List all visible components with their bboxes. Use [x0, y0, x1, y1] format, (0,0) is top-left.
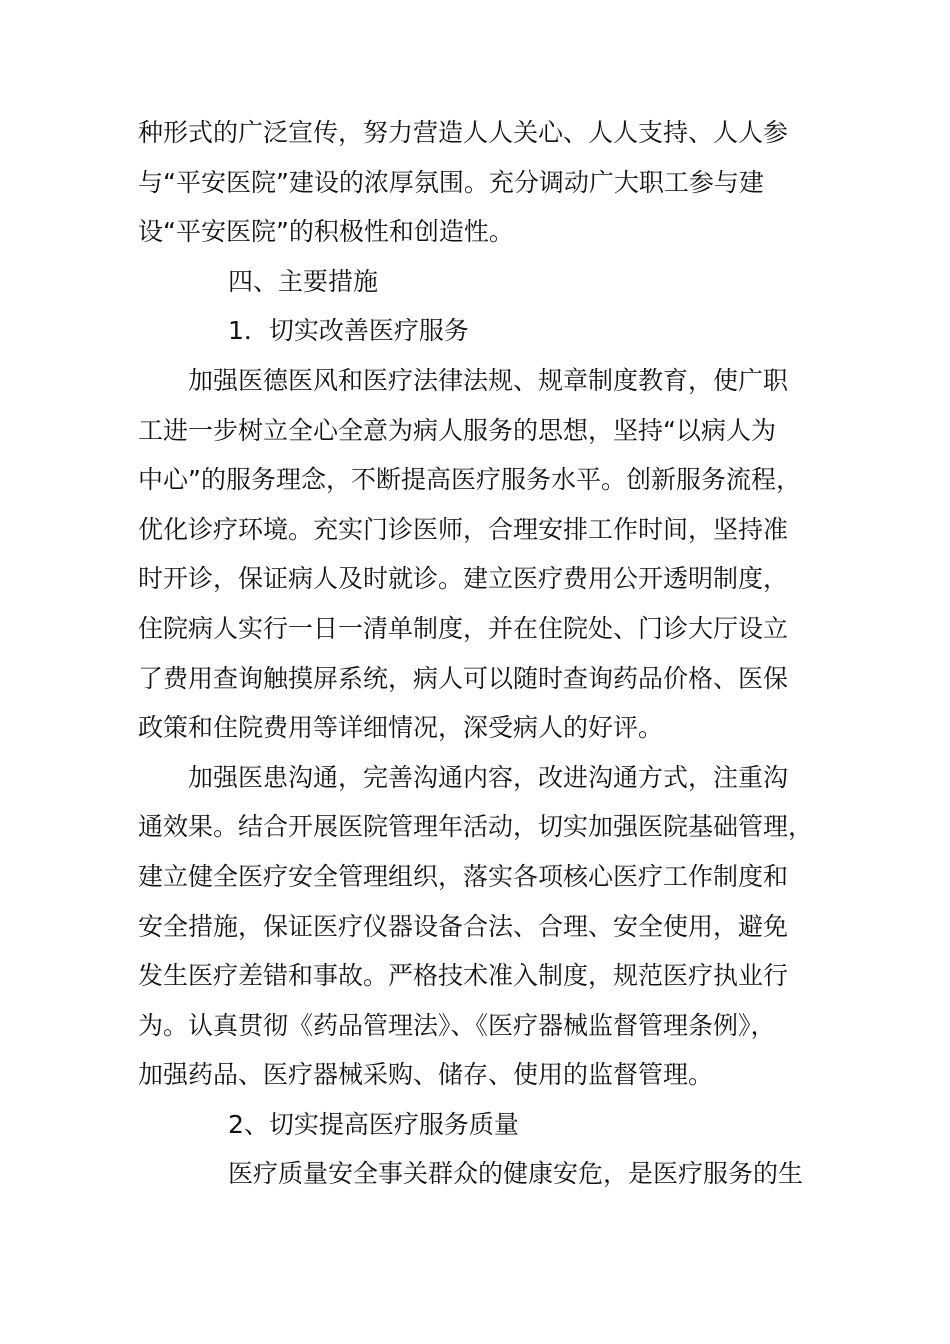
text-line: 政策和住院费用等详细情况，深受病人的好评。	[138, 713, 664, 743]
text-line: 住院病人实行一日一清单制度，并在住院处、门诊大厅设立	[138, 613, 789, 643]
text-line: 安全措施，保证医疗仪器设备合法、合理、安全使用，避免	[138, 911, 789, 941]
text-line: 优化诊疗环境。充实门诊医师，合理安排工作时间，坚持准	[138, 514, 789, 544]
text-line: 工进一步树立全心全意为病人服务的思想，坚持“以病人为	[138, 415, 776, 445]
text-line: 与“平安医院”建设的浓厚氛围。充分调动广大职工参与建	[138, 167, 764, 197]
paragraph-first-line: 加强医患沟通，完善沟通内容，改进沟通方式，注重沟	[188, 762, 789, 792]
text-line: 发生医疗差错和事故。严格技术准入制度，规范医疗执业行	[138, 961, 789, 991]
paragraph-first-line: 加强医德医风和医疗法律法规、规章制度教育，使广职	[188, 365, 789, 395]
text-line: 为。认真贯彻《药品管理法》、《医疗器械监督管理条例》，	[138, 1010, 776, 1040]
text-line: 建立健全医疗安全管理组织，落实各项核心医疗工作制度和	[138, 861, 789, 891]
text-line: 通效果。结合开展医院管理年活动，切实加强医院基础管理，	[138, 812, 814, 842]
paragraph-first-line: 医疗质量安全事关群众的健康安危，是医疗服务的生	[228, 1159, 804, 1189]
text-line: 了费用查询触摸屏系统，病人可以随时查询药品价格、医保	[138, 663, 789, 693]
text-line: 设“平安医院”的积极性和创造性。	[138, 217, 514, 247]
subsection-heading: 1．切实改善医疗服务	[228, 316, 469, 346]
text-line: 加强药品、医疗器械采购、储存、使用的监督管理。	[138, 1060, 714, 1090]
body-text	[138, 108, 818, 1199]
text-line: 中心”的服务理念，不断提高医疗服务水平。创新服务流程，	[138, 465, 801, 495]
subsection-heading: 2、切实提高医疗服务质量	[228, 1109, 519, 1139]
section-heading: 四、主要措施	[228, 266, 379, 296]
text-line: 时开诊，保证病人及时就诊。建立医疗费用公开透明制度，	[138, 564, 789, 594]
text-line: 种形式的广泛宣传，努力营造人人关心、人人支持、人人参	[138, 118, 789, 147]
